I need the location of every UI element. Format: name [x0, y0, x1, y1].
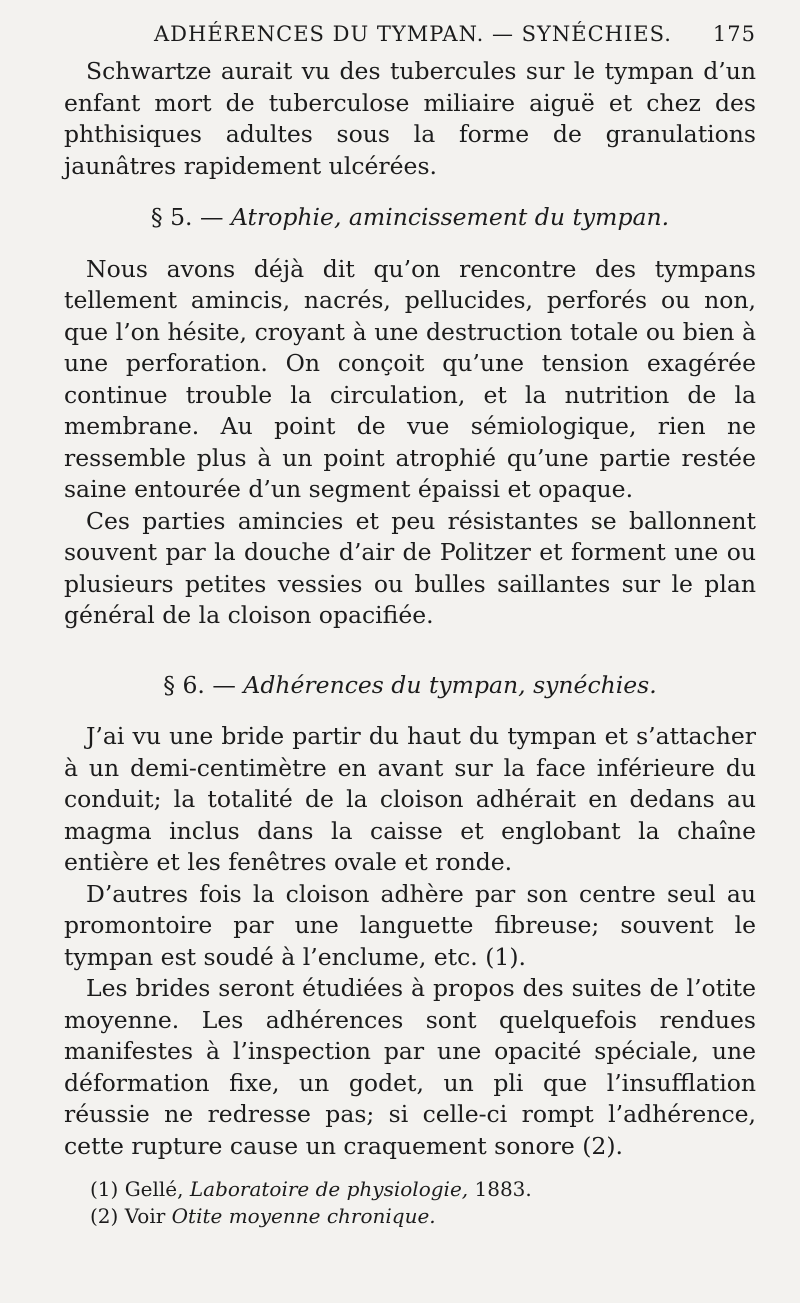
running-title: ADHÉRENCES DU TYMPAN. — SYNÉCHIES. — [154, 22, 672, 46]
section-6-title: Adhérences du tympan, synéchies. — [243, 670, 657, 699]
footnote-2-title: Otite moyenne chronique. — [171, 1204, 436, 1228]
running-header — [64, 22, 756, 46]
footnotes — [64, 1176, 756, 1230]
footnote-1-rest: 1883. — [474, 1177, 532, 1201]
section-6-number: § 6. — — [163, 670, 236, 699]
section-6-paragraph-1: J’ai vu une bride partir du haut du tympan et s’attacher à un demi-centimètre en avant sur la face inférieure du conduit; la totalité de la cloison adhérait en dedans au magma inclus dans la caisse et englobant la chaîne entière et les fenêtres ovale et ronde. — [64, 722, 756, 876]
footnote-1-mark: (1) Gellé, — [90, 1177, 184, 1201]
footnote-2-mark: (2) Voir — [90, 1204, 166, 1228]
footnote-2 — [90, 1203, 756, 1230]
section-5-heading — [64, 202, 756, 234]
section-5-title: Atrophie, amincissement du tympan. — [230, 203, 670, 231]
section-5-paragraph-1: Nous avons déjà dit qu’on rencontre des tympans tellement amincis, nacrés, pellucides, perforés ou non, que l’on hésite, croyant à une destruction totale ou bien à une perforation. On conçoit qu’une tension exagérée continue trouble la circulation, et la nutrition de la membrane. Au point de vue sémiologique, rien ne ressemble plus à un point atrophié qu’une partie restée saine entourée d’un segment épaissi et opaque. — [64, 254, 756, 503]
section-5-number: § 5. — — [150, 203, 224, 231]
section-6-paragraph-2: D’autres fois la cloison adhère par son centre seul au promontoire par une languette fibreuse; souvent le tympan est soudé à l’enclume, etc. (1). — [64, 879, 756, 971]
section-6-heading — [64, 670, 756, 702]
footnote-1 — [90, 1176, 756, 1203]
intro-paragraph: Schwartze aurait vu des tubercules sur le tympan d’un enfant mort de tuberculose miliaire aiguë et chez des phthisiques adultes sous la forme de granulations jaunâtres rapidement ulcérées. — [64, 57, 756, 180]
footnote-1-title: Laboratoire de physiologie, — [189, 1177, 469, 1201]
page-number: 175 — [712, 22, 756, 46]
section-6-paragraph-3: Les brides seront étudiées à propos des suites de l’otite moyenne. Les adhérences sont quelquefois rendues manifestes à l’inspection par une opacité spéciale, une déformation fixe, un godet, un pli que l’insufflation réussie ne redresse pas; si celle-ci rompt l’adhérence, cette rupture cause un craquement sonore (2). — [64, 974, 756, 1160]
section-5-paragraph-2: Ces parties amincies et peu résistantes se ballonnent souvent par la douche d’air de Politzer et forment une ou plusieurs petites vessies ou bulles saillantes sur le plan général de la cloison opacifiée. — [64, 506, 756, 629]
